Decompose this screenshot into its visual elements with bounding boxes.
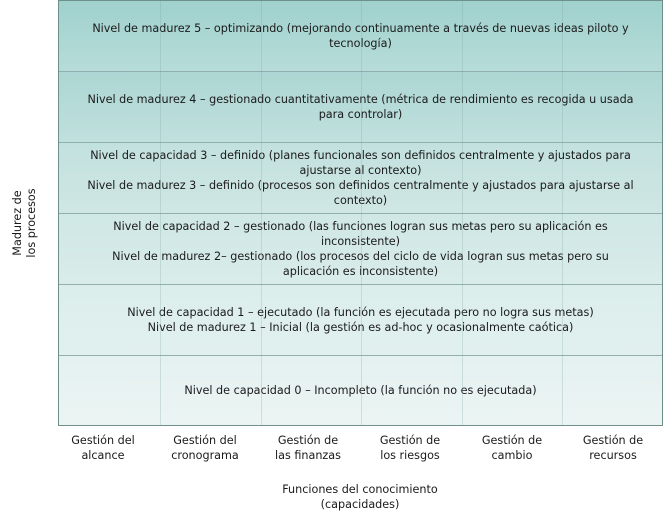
column-label-line2: las finanzas [275, 449, 341, 462]
y-axis-label-line1: Madurez de [11, 190, 24, 256]
x-axis-label [260, 482, 460, 512]
column-label-risk [360, 433, 460, 463]
column-label-scope [53, 433, 153, 463]
level-4-text: Nivel de madurez 4 – gestionado cuantitativamente (métrica de rendimiento es recogida u usada para controlar) [87, 92, 634, 121]
maturity-level-1-text: Nivel de madurez 1 – Inicial (la gestión es ad-hoc y ocasionalmente caótica) [147, 320, 574, 334]
column-divider [160, 1, 161, 425]
capability-level-0-text: Nivel de capacidad 0 – Incompleto (la función no es ejecutada) [184, 383, 537, 397]
column-label-line1: Gestión de [481, 434, 543, 447]
column-label-resources [563, 433, 663, 463]
capability-level-2-text: Nivel de capacidad 2 – gestionado (las funciones logran sus metas pero su aplicación es inconsistente) [113, 219, 608, 248]
column-label-line1: Gestión del [173, 434, 237, 447]
column-label-line2: alcance [81, 449, 125, 462]
capability-level-1-text: Nivel de capacidad 1 – ejecutado (la función es ejecutada pero no logra sus metas) [127, 305, 594, 319]
column-label-line1: Gestión del [71, 434, 135, 447]
column-label-line2: los riesgos [380, 449, 440, 462]
maturity-level-2-text: Nivel de madurez 2– gestionado (los procesos del ciclo de vida logran sus metas pero su aplicación es inconsistente) [112, 249, 609, 278]
column-label-line2: cambio [491, 449, 533, 462]
x-axis-label-line1: Funciones del conocimiento [282, 483, 438, 496]
column-label-line2: cronograma [171, 449, 239, 462]
column-divider [261, 1, 262, 425]
column-label-change [462, 433, 562, 463]
column-label-line2: recursos [589, 449, 637, 462]
maturity-grid [58, 0, 663, 426]
maturity-level-3-text: Nivel de madurez 3 – definido (procesos son definidos centralmente y ajustados para ajustarse al contexto) [87, 178, 634, 207]
column-divider [562, 1, 563, 425]
x-axis-label-line2: (capacidades) [320, 498, 400, 511]
column-label-schedule [155, 433, 255, 463]
column-divider [462, 1, 463, 425]
column-label-line1: Gestión de [277, 434, 339, 447]
y-axis-label-line2: los procesos [25, 188, 38, 258]
column-label-finance [258, 433, 358, 463]
y-axis-label [11, 173, 41, 273]
column-divider [361, 1, 362, 425]
column-label-line1: Gestión de [582, 434, 644, 447]
capability-level-3-text: Nivel de capacidad 3 – definido (planes funcionales son definidos centralmente y ajustados para ajustarse al contexto) [90, 148, 631, 177]
level-5-text: Nivel de madurez 5 – optimizando (mejorando continuamente a través de nuevas ideas piloto y tecnología) [92, 22, 629, 50]
column-label-line1: Gestión de [379, 434, 441, 447]
